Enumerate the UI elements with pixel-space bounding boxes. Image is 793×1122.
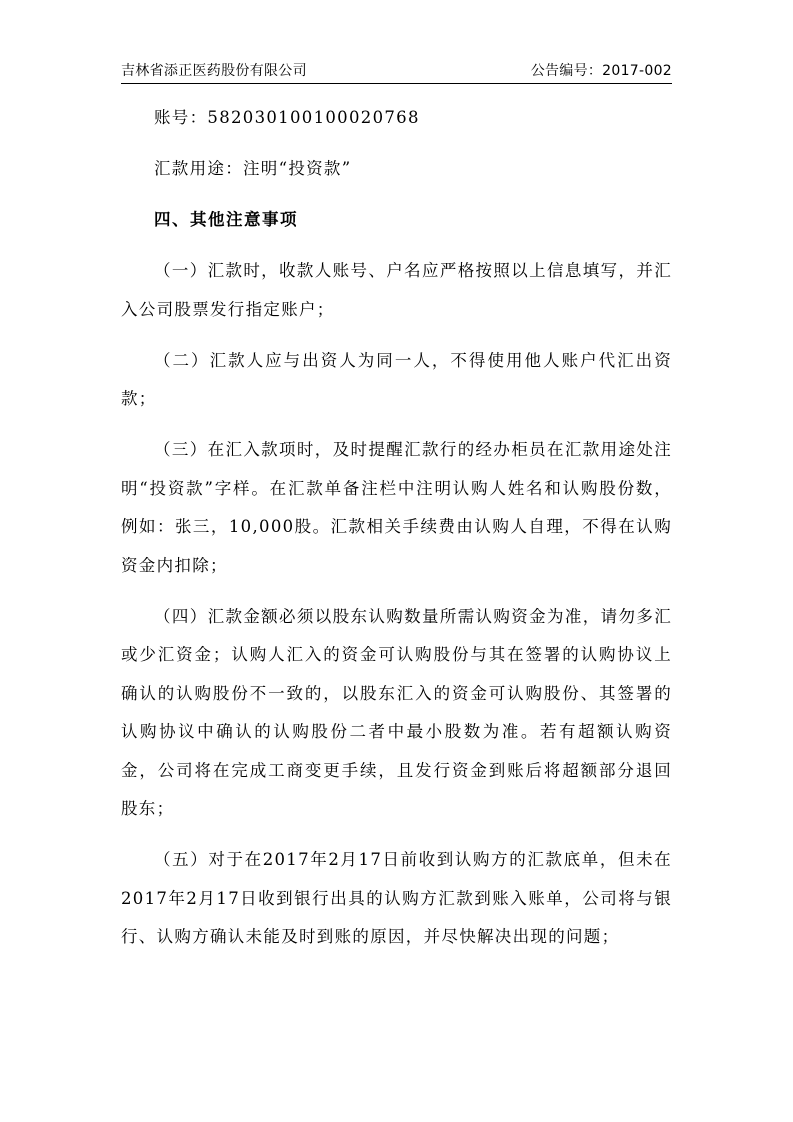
header-divider xyxy=(121,83,672,84)
notice-item-4: （四）汇款金额必须以股东认购数量所需认购资金为准，请勿多汇或少汇资金；认购人汇入的资金可认购股份与其在签署的认购协议上确认的认购股份不一致的，以股东汇入的资金可认购股份、其签署的认购协议中确认的认购股份二者中最小股数为准。若有超额认购资金，公司将在完成工商变更手续，且发行资金到账后将超额部分退回股东； xyxy=(121,606,672,818)
header-company-name: 吉林省添正医药股份有限公司 xyxy=(121,63,307,79)
page-header xyxy=(121,56,672,82)
notice-item-2: （二）汇款人应与出资人为同一人，不得使用他人账户代汇出资款； xyxy=(121,350,672,408)
notice-item-1: （一）汇款时，收款人账号、户名应严格按照以上信息填写，并汇入公司股票发行指定账户； xyxy=(121,261,672,319)
account-number-line: 账号：582030100100020768 xyxy=(154,108,420,127)
section-heading: 四、其他注意事项 xyxy=(154,210,298,229)
header-announcement-number: 公告编号：2017-002 xyxy=(530,63,672,79)
notice-item-3: （三）在汇入款项时，及时提醒汇款行的经办柜员在汇款用途处注明“投资款”字样。在汇款单备注栏中注明认购人姓名和认购股份数，例如：张三，10,000股。汇款相关手续费由认购人自理，不得在认购资金内扣除； xyxy=(121,440,672,575)
remittance-purpose-line: 汇款用途：注明“投资款” xyxy=(154,159,352,178)
document-body xyxy=(121,99,672,969)
notice-item-5: （五）对于在2017年2月17日前收到认购方的汇款底单，但未在2017年2月17日收到银行出具的认购方汇款到账入账单，公司将与银行、认购方确认未能及时到账的原因，并尽快解决出现的问题； xyxy=(121,850,672,946)
